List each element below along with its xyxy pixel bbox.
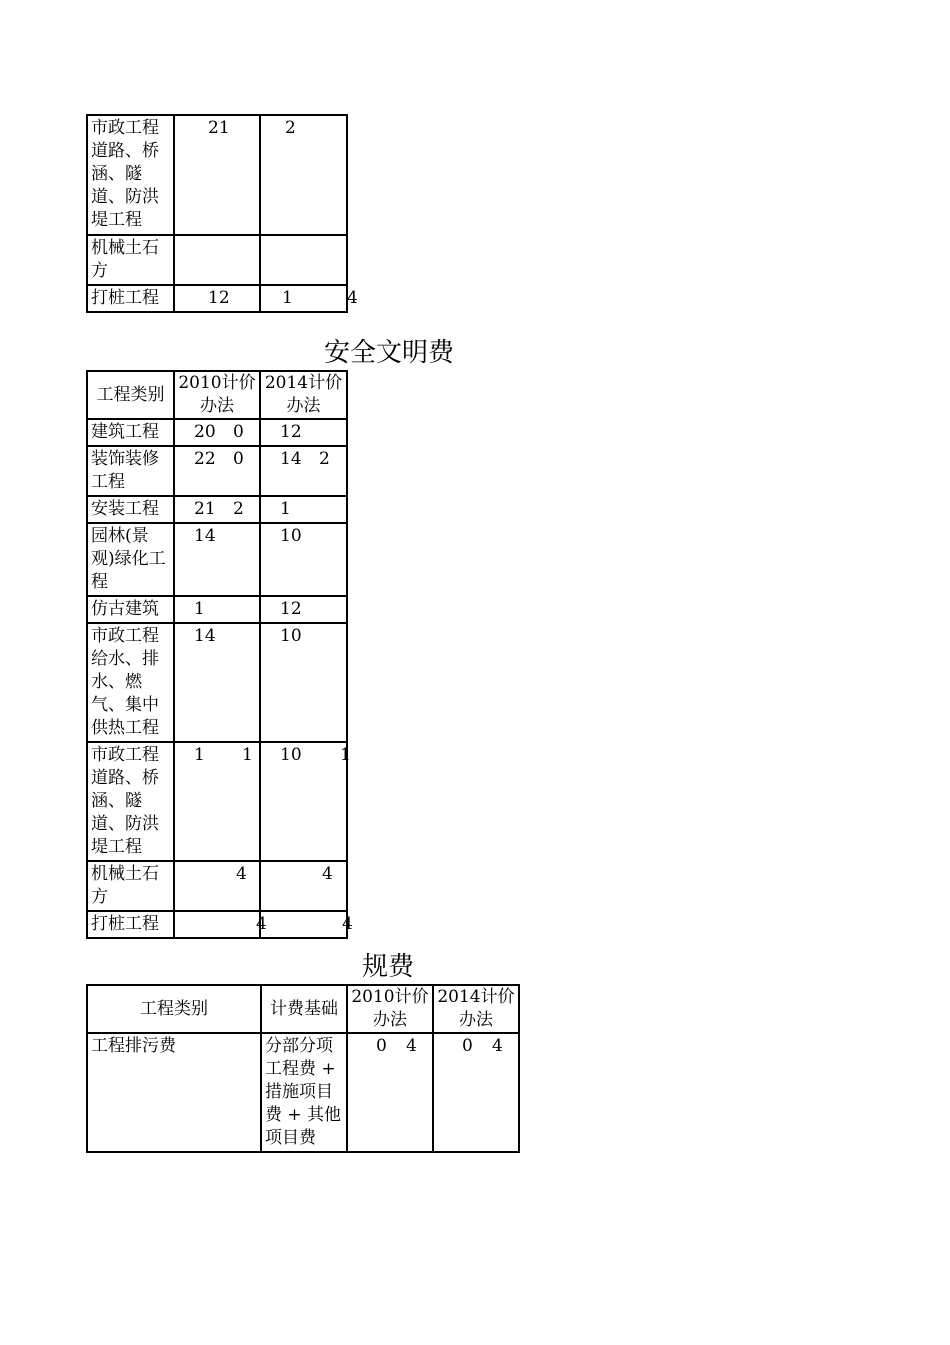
header-2010: 2010计价办法	[347, 985, 433, 1033]
row-name: 打桩工程	[87, 285, 174, 312]
cell-value: 21	[208, 118, 230, 138]
table-row	[87, 496, 347, 523]
row-name: 装饰装修工程	[87, 446, 174, 496]
header-category: 工程类别	[87, 371, 174, 419]
header-2014: 2014计价办法	[433, 985, 519, 1033]
table-header-row	[87, 985, 519, 1033]
header-basis: 计费基础	[261, 985, 347, 1033]
row-name: 市政工程给水、排水、燃气、集中供热工程	[87, 623, 174, 742]
table-row	[87, 1033, 519, 1152]
table-row	[87, 861, 347, 911]
cell-value: 4	[342, 914, 353, 934]
table-row	[87, 742, 347, 861]
cell-value: 14	[194, 626, 216, 646]
table-row	[87, 596, 347, 623]
regulatory-fee-table	[86, 984, 520, 1153]
cell-value: 14	[280, 449, 302, 469]
cell-value: 21	[194, 499, 216, 519]
cell-value: 4	[322, 864, 333, 884]
row-name: 工程排污费	[87, 1033, 261, 1152]
cell-value: 4	[492, 1036, 503, 1056]
row-name: 机械土石方	[87, 235, 174, 285]
table-row	[87, 623, 347, 742]
row-basis: 分部分项工程费 + 措施项目费 + 其他项目费	[261, 1033, 347, 1152]
cell-value: 12	[280, 599, 302, 619]
row-name: 安装工程	[87, 496, 174, 523]
cell-value: 14	[194, 526, 216, 546]
cell-value: 1	[280, 499, 291, 519]
table-row	[87, 523, 347, 596]
cell-value: 12	[208, 288, 230, 308]
table-row	[87, 911, 347, 938]
header-2010: 2010计价办法	[174, 371, 260, 419]
cell-value: 4	[406, 1036, 417, 1056]
cell-value: 20	[194, 422, 216, 442]
table-row	[87, 115, 347, 235]
safety-fee-title: 安全文明费	[324, 338, 455, 368]
cell-value: 4	[256, 914, 267, 934]
row-name: 园林(景观)绿化工程	[87, 523, 174, 596]
header-2014: 2014计价办法	[260, 371, 347, 419]
cell-value: 1	[282, 288, 293, 308]
cell-value: 1	[194, 745, 205, 765]
table-row	[87, 235, 347, 285]
row-name: 建筑工程	[87, 419, 174, 446]
cell-value: 2	[319, 449, 330, 469]
header-category: 工程类别	[87, 985, 261, 1033]
cell-value: 1	[340, 745, 351, 765]
top-fee-table	[86, 114, 358, 313]
cell-value: 10	[280, 626, 302, 646]
cell-value: 1	[194, 599, 205, 619]
row-name: 市政工程道路、桥涵、隧道、防洪堤工程	[87, 115, 174, 235]
cell-value: 0	[233, 449, 244, 469]
cell-value: 1	[242, 745, 253, 765]
row-name: 机械土石方	[87, 861, 174, 911]
cell-value: 10	[280, 745, 302, 765]
row-name: 市政工程道路、桥涵、隧道、防洪堤工程	[87, 742, 174, 861]
table-row	[87, 285, 347, 312]
cell-value: 12	[280, 422, 302, 442]
table-row	[87, 419, 347, 446]
safety-fee-table	[86, 370, 353, 939]
cell-value: 22	[194, 449, 216, 469]
table-row	[87, 446, 347, 496]
cell-value: 2	[233, 499, 244, 519]
regulatory-fee-title: 规费	[362, 952, 415, 982]
cell-value: 4	[347, 288, 358, 308]
table-header-row	[87, 371, 347, 419]
cell-value: 0	[233, 422, 244, 442]
row-name: 打桩工程	[87, 911, 174, 938]
row-name: 仿古建筑	[87, 596, 174, 623]
cell-value: 0	[376, 1036, 387, 1056]
cell-value: 10	[280, 526, 302, 546]
cell-value: 0	[462, 1036, 473, 1056]
cell-value: 4	[236, 864, 247, 884]
cell-value: 2	[285, 118, 296, 138]
